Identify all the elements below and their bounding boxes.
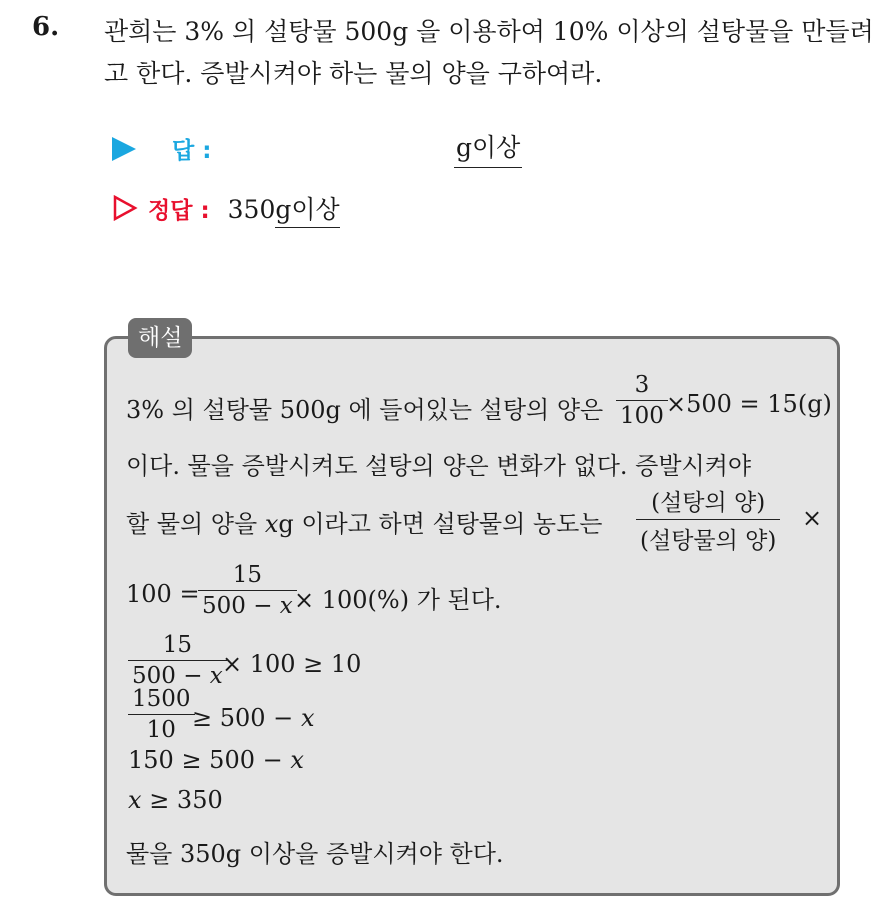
sol-line2-text: 이다. 물을 증발시켜도 설탕의 양은 변화가 없다. 증발시켜야 bbox=[126, 452, 752, 480]
fraction-concentration bbox=[636, 484, 780, 555]
question-text-line1: 관희는 3% 의 설탕물 500g 을 이용하여 10% 이상의 설탕물을 만들려 bbox=[104, 17, 874, 46]
solution-tag: 해설 bbox=[128, 318, 192, 358]
fraction-15-over-500-x-2 bbox=[128, 632, 227, 689]
frac-numerator: (설탕의 양) bbox=[651, 490, 766, 516]
sol-line7 bbox=[128, 746, 304, 774]
sol-line8-b: ≥ 350 bbox=[149, 786, 223, 814]
sol-line3-b: g 이라고 하면 설탕물의 농도는 bbox=[278, 510, 603, 538]
frac-denominator: 10 bbox=[128, 714, 195, 743]
sol-line8 bbox=[128, 786, 223, 814]
answer-blank[interactable]: g이상 bbox=[454, 128, 522, 168]
sol-line3-times: × bbox=[802, 504, 823, 532]
frac-denominator: (설탕물의 양) bbox=[636, 519, 780, 555]
sol-line6-rhs bbox=[192, 704, 314, 732]
sol-line1-result: ×500 = 15(g) bbox=[666, 390, 832, 418]
fraction-15-over-500-x bbox=[198, 562, 297, 619]
frac-denominator: 100 bbox=[616, 400, 668, 429]
answer-label: 답 : bbox=[172, 138, 212, 164]
question-number: 6. bbox=[32, 12, 60, 42]
sol-line4-lhs: 100 = bbox=[126, 580, 200, 608]
var-x: x bbox=[264, 510, 279, 538]
play-arrow-icon bbox=[112, 137, 136, 161]
sol-line1-text: 3% 의 설탕물 500g 에 들어있는 설탕의 양은 bbox=[126, 396, 604, 424]
hollow-arrow-icon bbox=[112, 195, 138, 221]
frac-numerator: 1500 bbox=[132, 686, 191, 712]
frac-den-a: 500 − bbox=[202, 593, 273, 619]
sol-line7-a: 150 ≥ 500 − bbox=[128, 746, 283, 774]
var-x: x bbox=[209, 663, 223, 689]
sol-line6-b: ≥ 500 − bbox=[192, 704, 294, 732]
fraction-3-over-100 bbox=[616, 372, 668, 429]
correct-answer-value bbox=[228, 190, 340, 226]
correct-unit: g이상 bbox=[275, 195, 339, 228]
frac-denominator bbox=[198, 590, 297, 619]
sol-line5-rhs: × 100 ≥ 10 bbox=[222, 650, 362, 678]
frac-numerator: 15 bbox=[162, 632, 193, 658]
sol-line3-a: 할 물의 양을 bbox=[126, 510, 258, 538]
var-x: x bbox=[279, 593, 293, 619]
correct-answer-row bbox=[112, 190, 340, 226]
answer-row bbox=[112, 132, 211, 165]
fraction-1500-over-10 bbox=[128, 686, 195, 743]
frac-denominator bbox=[128, 660, 227, 689]
frac-numerator: 3 bbox=[634, 372, 650, 398]
correct-answer-label: 정답 : bbox=[148, 197, 210, 224]
sol-line3-text bbox=[126, 504, 602, 539]
correct-number: 350 bbox=[227, 195, 276, 224]
frac-den-a: 500 − bbox=[132, 663, 203, 689]
question-text-line2: 고 한다. 증발시켜야 하는 물의 양을 구하여라. bbox=[104, 59, 603, 88]
var-x: x bbox=[300, 704, 315, 732]
var-x: x bbox=[290, 746, 304, 774]
sol-line4-rhs: × 100(%) 가 된다. bbox=[294, 586, 502, 614]
sol-line9: 물을 350g 이상을 증발시켜야 한다. bbox=[126, 840, 504, 868]
frac-numerator: 15 bbox=[232, 562, 263, 588]
var-x: x bbox=[128, 786, 142, 814]
